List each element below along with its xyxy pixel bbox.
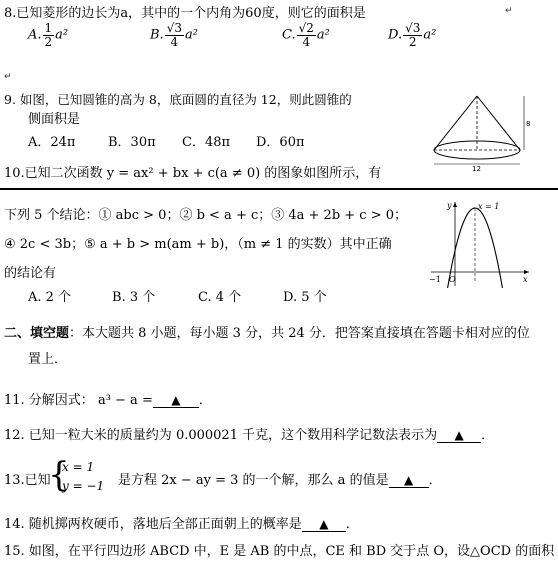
section2-title: 二、填空题 [4,326,70,341]
section2-header [4,322,530,341]
q8-option-b: B. $\frac{√3}{4}$ a² [150,21,198,49]
q10-option-d: D. 5 个 [283,290,327,305]
q10-option-b: B. 3 个 [112,290,156,305]
q10-option-c: C. 4 个 [198,290,242,305]
q9-stem: 9. 如图，已知圆锥的高为 8，底面圆的直径为 12，则此圆锥的 [4,92,352,107]
graph-label-origin: O [449,275,456,284]
q15: 15. 如图，在平行四边形 ABCD 中，E 是 AB 的中点，CE 和 BD 交于点 O，设△OCD 的面积 [4,544,555,559]
q11: 11. 分解因式： a³ − a = ▲ ． [4,393,212,408]
q12: 12. 已知一粒大米的质量约为 0.000021 千克，这个数用科学记数法表示为 ▲ ． [4,428,495,443]
q10-line4: 的结论有 [4,266,57,281]
q9-option-c: C．48π [182,135,231,150]
q9-option-b: B．30π [108,135,156,150]
q9-option-a: A．24π [28,135,76,150]
page-divider [0,188,558,190]
q8-option-d: D. $\frac{√3}{2}$ a² [388,21,437,49]
graph-label-x1: x = 1 [478,202,500,211]
cone-figure [420,88,535,172]
return-mark: ↵ [505,6,513,16]
q13-answer-blank: ▲ [389,473,429,488]
q10-line2: 下列 5 个结论：① abc > 0；② b < a + c；③ 4a + 2b + c > 0； [4,208,408,223]
q8-option-c: C. $\frac{√2}{4}$ a² [282,21,330,49]
graph-label-neg1: −1 [429,275,441,284]
section2-desc-2: 置上． [28,352,68,367]
q10-line3: ④ 2c < 3b；⑤ a + b > m(am + b)，（m ≠ 1 的实数）其中正确 [4,237,392,252]
q9-option-d: D．60π [256,135,305,150]
parabola-graph [425,198,535,288]
q13-eq2: y = −1 [62,479,105,493]
q11-answer-blank: ▲ [153,393,199,408]
q13-brace: { [48,455,70,495]
q13-eq1: x = 1 [62,460,95,474]
section2-desc: ：本大题共 8 小题，每小题 3 分，共 24 分．把答案直接填在答题卡相对应的位 [69,326,530,341]
cone-diameter-label: 12 [472,165,481,172]
q14: 14. 随机掷两枚硬币，落地后全部正面朝上的概率是 ▲ ． [4,517,359,532]
q10-stem: 10.已知二次函数 y = ax² + bx + c(a ≠ 0) 的图象如图所示，有 [4,166,382,181]
q13-prefix: 13.已知 [4,473,51,488]
parabola-curve [447,208,507,288]
q8-stem: 8.已知菱形的边长为a，其中的一个内角为60度，则它的面积是 [4,6,366,21]
q12-answer-blank: ▲ [437,428,481,443]
q9-stem-2: 侧面积是 [28,112,81,127]
graph-label-x: x [523,275,528,284]
graph-label-y: y [447,201,452,210]
q8-option-a: A. $\frac{1}{2}$ a² [28,21,69,49]
q14-answer-blank: ▲ [302,517,346,532]
cone-height-label: 8 [526,120,531,128]
q10-option-a: A. 2 个 [28,290,72,305]
q13-text: 是方程 2x − ay = 3 的一个解，那么 a 的值是 [118,473,389,488]
return-mark: ↵ [4,72,12,82]
